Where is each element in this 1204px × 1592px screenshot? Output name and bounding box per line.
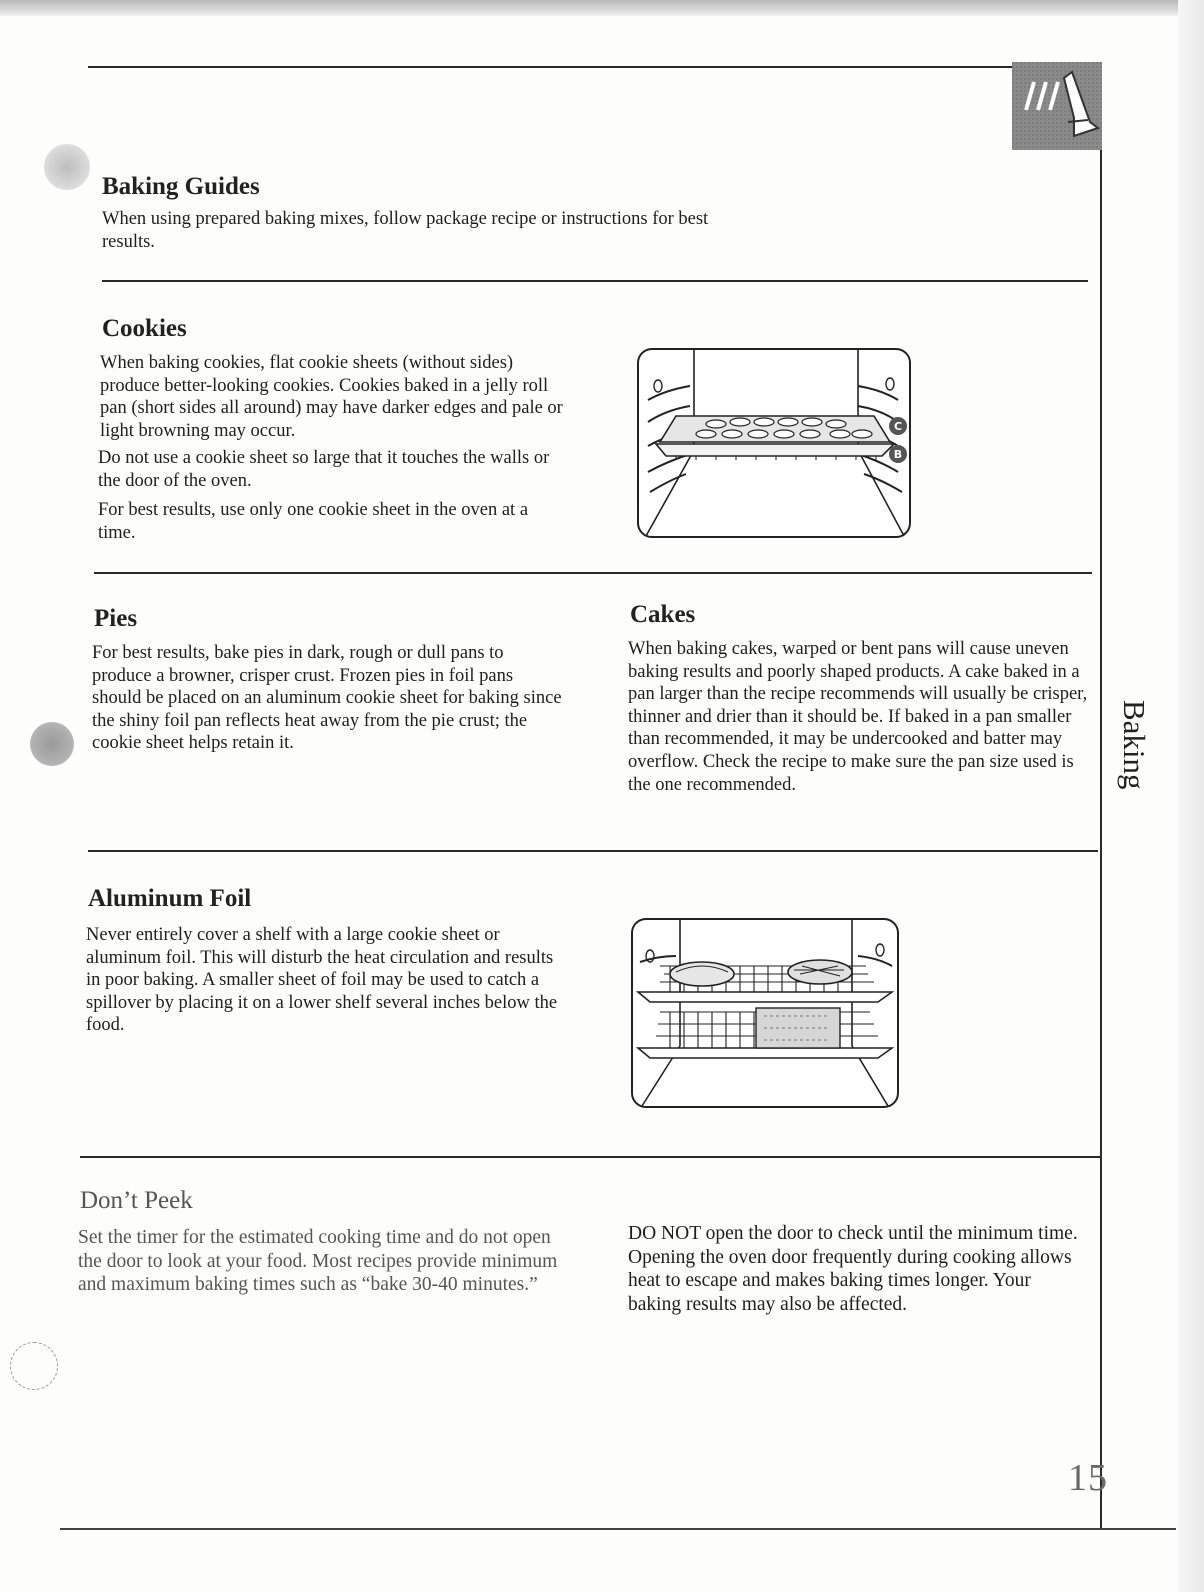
rule-after-cookies xyxy=(94,572,1092,574)
cookie-oven-illustration xyxy=(636,346,914,542)
punch-hole-middle xyxy=(30,722,74,766)
aluminum-foil-oven-illustration xyxy=(630,916,902,1112)
section-side-label xyxy=(1096,700,1186,820)
rule-after-foil xyxy=(80,1156,1102,1158)
punch-hole-bottom xyxy=(10,1342,58,1390)
aluminum-foil-heading: Aluminum Foil xyxy=(88,885,252,912)
section-side-label-text: Baking xyxy=(1117,700,1152,790)
punch-hole-top xyxy=(44,144,90,190)
right-margin-rule xyxy=(1100,150,1102,1530)
cookies-paragraph-3: For best results, use only one cookie sheet in the oven at a time. xyxy=(98,500,529,543)
baking-guides-heading: Baking Guides xyxy=(102,173,260,200)
dont-peek-heading: Don’t Peek xyxy=(80,1187,193,1214)
scan-top-shadow xyxy=(0,0,1204,16)
dont-peek-left-text: Set the timer for the estimated cooking time and do not open the door to look at your food. Most recipes provide minimum and maximum baking times such as “bake 30-40 minutes.” xyxy=(78,1227,558,1295)
cakes-heading: Cakes xyxy=(630,601,696,628)
cookies-paragraph-1: When baking cookies, flat cookie sheets (without sides) produce better-looking cookies. Cookies baked in a jelly roll pan (short sides all around) may have darker edges and pale or light browning may occur. xyxy=(100,353,563,441)
cookies-paragraph-2: Do not use a cookie sheet so large that it touches the walls or the door of the oven. xyxy=(98,448,550,491)
dont-peek-right-text: DO NOT open the door to check until the minimum time. Opening the oven door frequently during cooking allows heat to escape and makes baking times longer. Your baking results may also be affected. xyxy=(628,1223,1078,1315)
pies-heading: Pies xyxy=(94,605,138,632)
cakes-text: When baking cakes, warped or bent pans will cause uneven baking results and poorly shaped products. A cake baked in a pan larger than the recipe recommends will usually be crisper, thinner and drier than it should be. If baked in a pan smaller than recommended, it may be undercooked and batter may overflow. Check the recipe to make sure the pan size used is the one recommended. xyxy=(628,639,1088,795)
pies-text: For best results, bake pies in dark, rough or dull pans to produce a browner, crisper crust. Frozen pies in foil pans should be placed on an aluminum cookie sheet for baking since the shiny foil pan reflects heat away from the pie crust; the cookie sheet helps retain it. xyxy=(92,643,562,754)
baking-tab-icon xyxy=(1012,62,1102,150)
baking-guides-text: When using prepared baking mixes, follow package recipe or instructions for best results. xyxy=(102,209,709,252)
rack-label-b: B xyxy=(893,448,903,461)
rule-after-pies-cakes xyxy=(88,850,1098,852)
page-number: 15 xyxy=(1068,1457,1108,1499)
top-rule xyxy=(88,66,1012,68)
rule-after-guides xyxy=(102,280,1088,282)
bottom-rule xyxy=(60,1528,1176,1530)
cookies-heading: Cookies xyxy=(102,315,187,342)
aluminum-foil-text: Never entirely cover a shelf with a large cookie sheet or aluminum foil. This will disturb the heat circulation and results in poor baking. A smaller sheet of foil may be used to catch a spillover by placing it on a lower shelf several inches below the food. xyxy=(86,925,558,1036)
rack-label-c: C xyxy=(893,420,903,433)
